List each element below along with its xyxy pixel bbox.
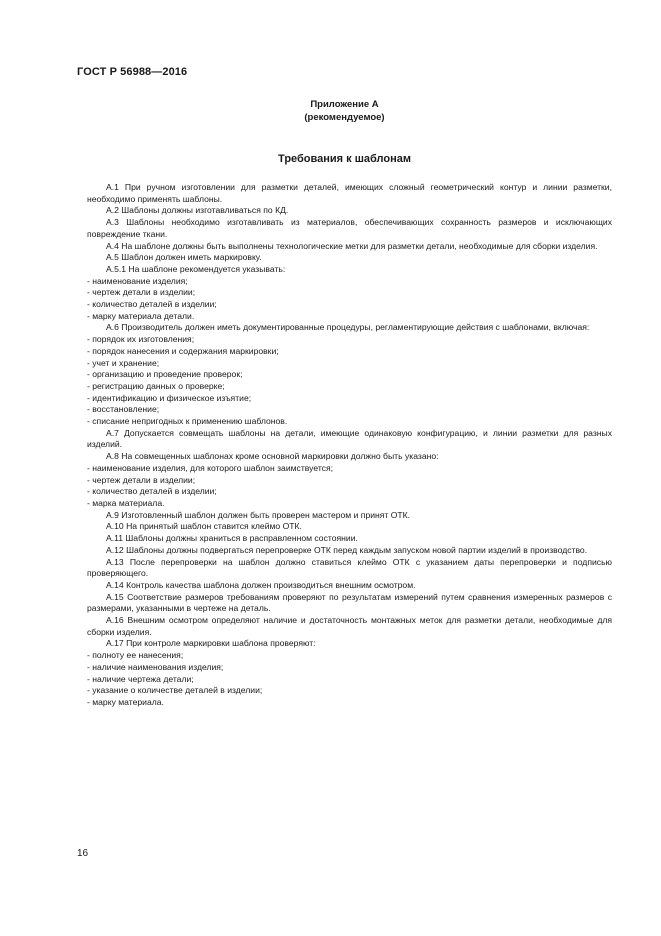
clause-paragraph: А.10 На принятый шаблон ставится клеймо ОТК. — [106, 521, 302, 532]
clause-paragraph: А.11 Шаблоны должны храниться в расправленном состоянии. — [106, 533, 358, 544]
list-item: - марку материала детали. — [87, 310, 195, 321]
section-title: Требования к шаблонам — [278, 153, 411, 165]
list-item: - восстановление; — [87, 404, 160, 415]
list-item: - наличие наименования изделия; — [87, 661, 224, 672]
clause-paragraph: А.5 Шаблон должен иметь маркировку. — [106, 252, 262, 263]
list-item: - порядок их изготовления; — [87, 334, 195, 345]
annex-title: Приложение А — [310, 99, 379, 110]
list-item: - наименование изделия; — [87, 275, 188, 286]
clause-paragraph: А.4 На шаблоне должны быть выполнены технологические метки для разметки детали, необходимые для сборки изделия. — [106, 240, 598, 251]
list-item: - наименование изделия, для которого шаблон заимствуется; — [87, 462, 334, 473]
list-item: - чертеж детали в изделии; — [87, 474, 196, 485]
clause-paragraph: А.14 Контроль качества шаблона должен производиться внешним осмотром. — [106, 579, 416, 590]
clause-paragraph: А.12 Шаблоны должны подвергаться перепроверке ОТК перед каждым запуском новой партии изделий в производство. — [106, 544, 588, 555]
list-item: - марка материала. — [87, 497, 165, 508]
list-item: - списание непригодных к применению шаблонов. — [87, 416, 288, 427]
clause-paragraph: А.15 Соответствие размеров требованиям проверяют по результатам измерений путем сравнения измеренных размеров с размерами, указанными в чертеже на деталь. — [87, 591, 612, 614]
clause-paragraph: А.16 Внешним осмотром определяют наличие и достаточность монтажных меток для разметки детали, необходимые для сборки изделия. — [87, 615, 612, 637]
list-item: - идентификацию и физическое изъятие; — [87, 392, 252, 403]
list-item: - марку материала. — [87, 696, 164, 707]
clause-paragraph: А.1 При ручном изготовлении для разметки деталей, имеющих сложный геометрический контур и линии разметки, необходимо применять шаблоны. — [87, 182, 612, 204]
document-header: ГОСТ Р 56988—2016 — [77, 66, 188, 78]
list-item: - чертеж детали в изделии; — [87, 287, 196, 298]
clause-paragraph: А.8 На совмещенных шаблонах кроме основной маркировки должно быть указано: — [106, 451, 439, 462]
clause-paragraph: А.2 Шаблоны должны изготавливаться по КД. — [106, 205, 289, 216]
list-item: - указание о количестве деталей в изделии; — [87, 685, 263, 696]
clause-paragraph: А.9 Изготовленный шаблон должен быть проверен мастером и принят ОТК. — [106, 509, 411, 520]
annex-heading — [0, 98, 661, 124]
list-item: - полноту ее нанесения; — [87, 650, 184, 661]
list-item: - учет и хранение; — [87, 357, 160, 368]
list-item: - наличие чертежа детали; — [87, 673, 194, 684]
clause-paragraph: А.3 Шаблоны необходимо изготавливать из материалов, обеспечивающих сохранность размеров и исключающих повреждение ткани. — [87, 217, 612, 239]
list-item: - количество деталей в изделии; — [87, 486, 217, 497]
clause-paragraph: А.13 После перепроверки на шаблон должно ставиться клеймо ОТК с указанием даты перепроверки и подписью проверяющего. — [87, 556, 612, 579]
list-item: - количество деталей в изделии; — [87, 299, 217, 310]
clause-paragraph: А.6 Производитель должен иметь документированные процедуры, регламентирующие действия с шаблонами, включая: — [106, 322, 590, 333]
list-item: - организацию и проведение проверок; — [87, 369, 243, 380]
list-item: - порядок нанесения и содержания маркировки; — [87, 345, 279, 356]
clause-paragraph: А.17 При контроле маркировки шаблона проверяют: — [106, 638, 316, 649]
page-number: 16 — [77, 848, 89, 859]
list-item: - регистрацию данных о проверке; — [87, 380, 225, 391]
clause-paragraph: А.5.1 На шаблоне рекомендуется указывать: — [106, 263, 286, 274]
clause-paragraph: А.7 Допускается совмещать шаблоны на детали, имеющие одинаковую конфигурацию, и линии разметки для разных изделий. — [87, 427, 612, 450]
document-body — [87, 182, 612, 709]
annex-status: (рекомендуемое) — [304, 112, 385, 123]
